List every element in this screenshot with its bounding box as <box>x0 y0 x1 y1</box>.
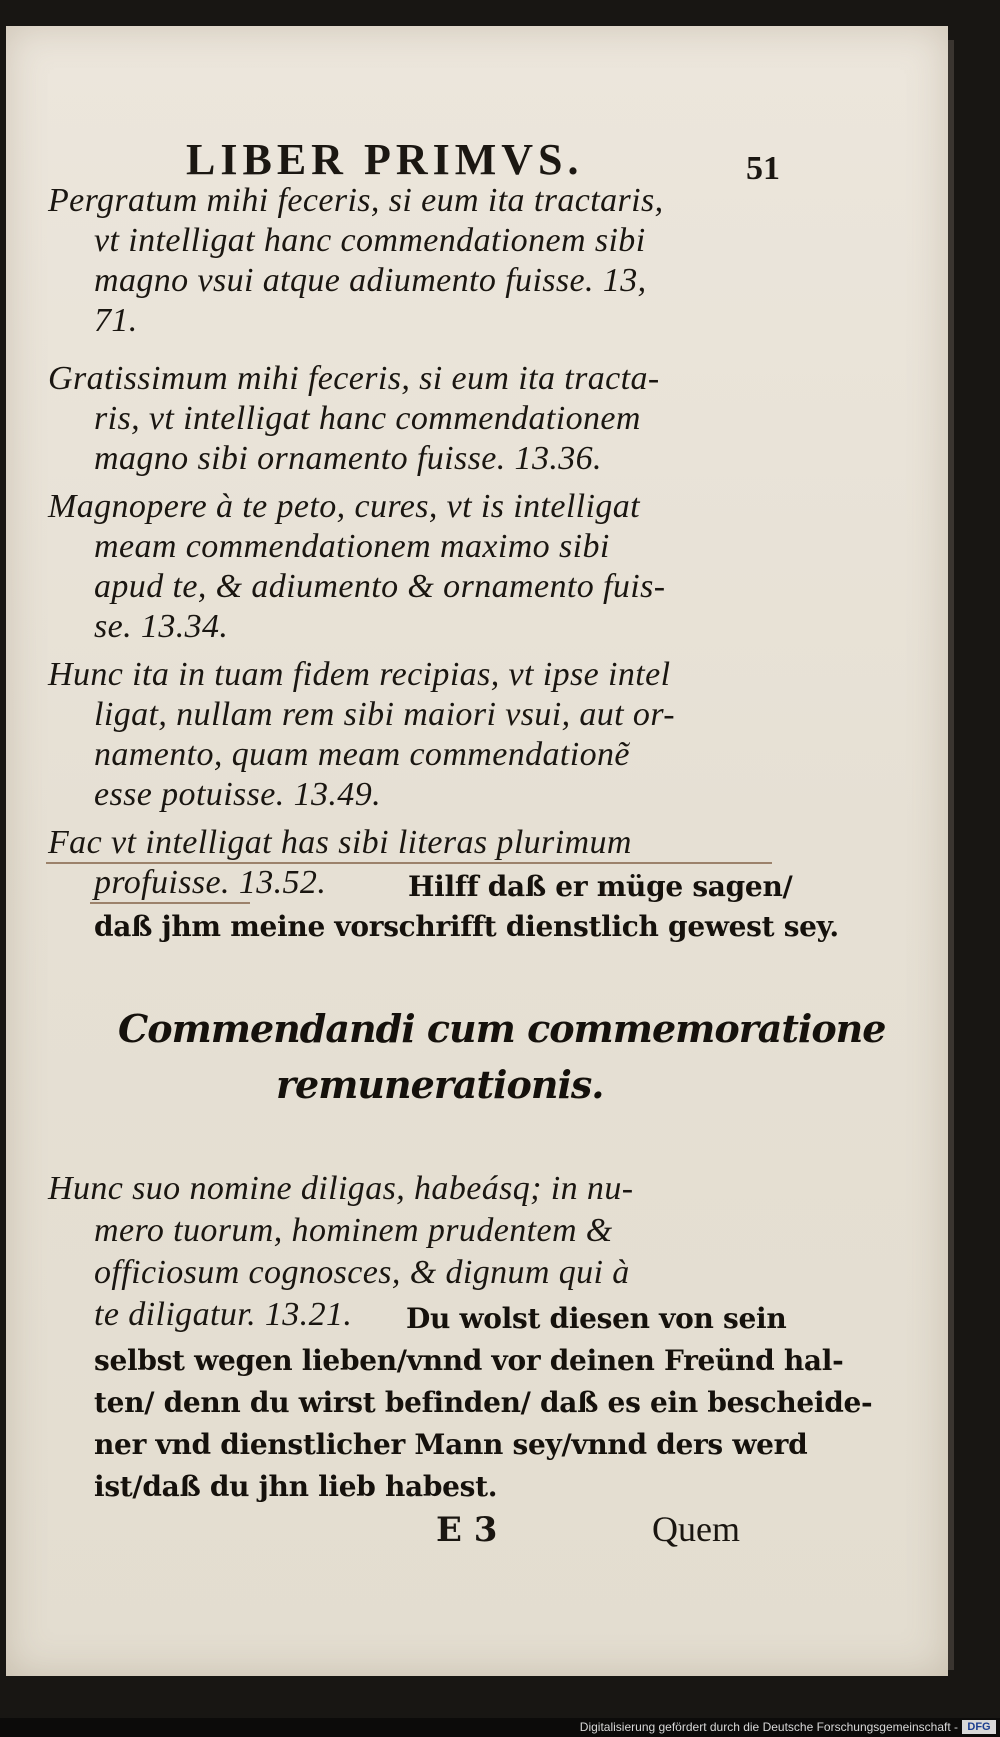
final-entry-german-line-2: ten/ denn du wirst befinden/ daß es ein bescheide- <box>94 1386 873 1419</box>
entry-5-german-inline: Hilff daß er müge sagen/ <box>408 870 793 903</box>
entry-5-line-2: profuisse. 13.52. <box>94 864 327 901</box>
entry-1-line-2: vt intelligat hanc commendationem sibi <box>94 222 646 259</box>
section-heading-line-1: Commendandi cum commemoratione <box>118 1006 886 1051</box>
entry-3-line-2: meam commendationem maximo sibi <box>94 528 610 565</box>
folio-number: 51 <box>746 150 780 187</box>
signature-mark: E 3 <box>436 1510 498 1550</box>
final-entry-line-3: officiosum cognosces, & dignum qui à <box>94 1254 630 1291</box>
final-entry-german-line-3: ner vnd dienstlicher Mann sey/vnnd ders werd <box>94 1428 808 1461</box>
entry-5-german-line-1: daß jhm meine vorschrifft dienstlich gewest sey. <box>94 910 839 943</box>
entry-4-line-1: Hunc ita in tuam fidem recipias, vt ipse intel <box>48 656 671 693</box>
entry-2-line-2: ris, vt intelligat hanc commendationem <box>94 400 641 437</box>
entry-1-line-3: magno vsui atque adiumento fuisse. 13, <box>94 262 647 299</box>
catchword: Quem <box>652 1509 740 1549</box>
handwritten-underline <box>90 902 250 904</box>
final-entry-german-line-4: ist/daß du jhn lieb habest. <box>94 1470 498 1503</box>
final-entry-german-inline: Du wolst diesen von sein <box>406 1302 787 1335</box>
entry-4-line-4: esse potuisse. 13.49. <box>94 776 381 813</box>
entry-4-line-3: namento, quam meam commendationẽ <box>94 736 630 773</box>
entry-2-line-3: magno sibi ornamento fuisse. 13.36. <box>94 440 602 477</box>
entry-4-line-2: ligat, nullam rem sibi maiori vsui, aut or- <box>94 696 675 733</box>
digitization-footer <box>0 1718 1000 1737</box>
entry-1-line-4: 71. <box>94 302 138 339</box>
entry-3-line-3: apud te, & adiumento & ornamento fuis- <box>94 568 666 605</box>
entry-5-line-1: Fac vt intelligat has sibi literas plurimum <box>48 824 632 861</box>
final-entry-german-line-1: selbst wegen lieben/vnnd vor deinen Freünd hal- <box>94 1344 844 1377</box>
final-entry-line-4: te diligatur. 13.21. <box>94 1296 353 1333</box>
dfg-logo-icon: DFG <box>962 1720 996 1734</box>
entry-3-line-1: Magnopere à te peto, cures, vt is intelligat <box>48 488 641 525</box>
final-entry-line-2: mero tuorum, hominem prudentem & <box>94 1212 613 1249</box>
footer-credit: Digitalisierung gefördert durch die Deutsche Forschungsgemeinschaft - <box>579 1720 958 1734</box>
entry-2-line-1: Gratissimum mihi feceris, si eum ita tracta- <box>48 360 660 397</box>
entry-3-line-4: se. 13.34. <box>94 608 229 645</box>
section-heading-line-2: remunerationis. <box>276 1062 604 1107</box>
page-edge-shadow <box>948 40 954 1670</box>
running-head-title: LIBER PRIMVS. <box>186 135 584 184</box>
final-entry-line-1: Hunc suo nomine diligas, habeásq; in nu- <box>48 1170 634 1207</box>
entry-1-line-1: Pergratum mihi feceris, si eum ita tractaris, <box>48 182 664 219</box>
